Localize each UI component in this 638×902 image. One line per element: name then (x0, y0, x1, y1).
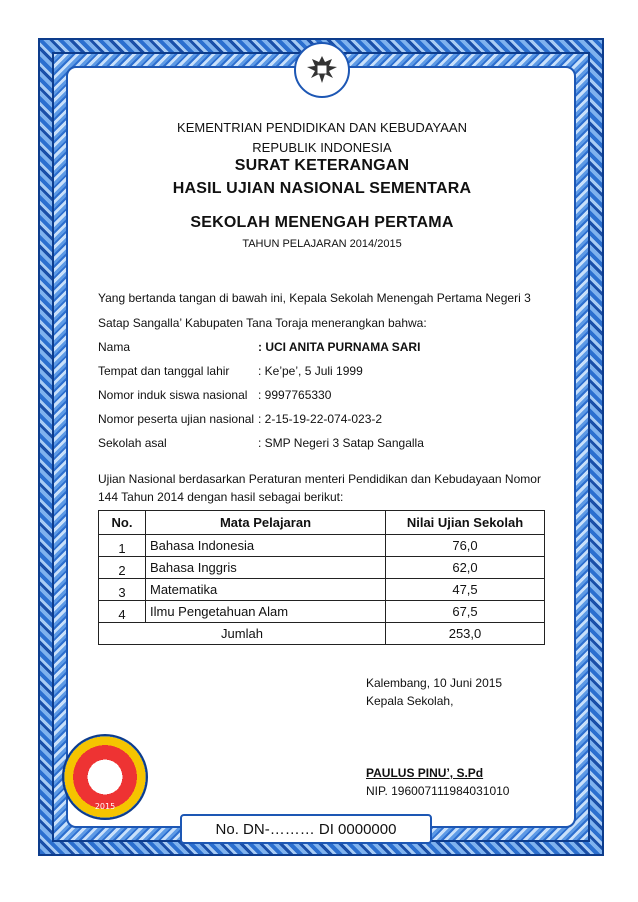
academic-year: TAHUN PELAJARAN 2014/2015 (242, 238, 402, 250)
school-level: SEKOLAH MENENGAH PERTAMA (190, 214, 454, 231)
document-title: SURAT KETERANGAN (234, 157, 410, 174)
table-row (99, 557, 545, 579)
header-score: Nilai Ujian Sekolah (386, 511, 545, 535)
student-label: Sekolah asal (98, 436, 167, 450)
total-value: 253,0 (386, 623, 545, 645)
student-value: : Ke’pe’, 5 Juli 1999 (258, 364, 363, 378)
student-label: Nomor induk siswa nasional (98, 388, 248, 402)
table-row (99, 535, 545, 557)
seal-year: 2015 (94, 802, 116, 811)
student-row-nisn (98, 388, 546, 406)
row-score: 47,5 (386, 579, 545, 601)
student-value: : 9997765330 (258, 388, 332, 402)
row-no: 4 (99, 601, 146, 623)
student-label: Tempat dan tanggal lahir (98, 364, 230, 378)
signatory-name: PAULUS PINU’, S.Pd (366, 766, 484, 780)
table-header-row (99, 511, 545, 535)
row-no: 3 (99, 579, 146, 601)
school-seal-icon (62, 734, 148, 820)
table-row (99, 579, 545, 601)
student-label: Nomor peserta ujian nasional (98, 412, 255, 426)
student-row-birth (98, 364, 546, 382)
row-no: 2 (99, 557, 146, 579)
ministry-line-1: KEMENTRIAN PENDIDIKAN DAN KEBUDAYAAN (177, 120, 467, 135)
header-no: No. (99, 511, 146, 535)
row-subject: Matematika (146, 579, 386, 601)
document-subtitle: HASIL UJIAN NASIONAL SEMENTARA (172, 180, 472, 197)
student-label: Nama (98, 340, 131, 354)
row-score: 67,5 (386, 601, 545, 623)
ministry-line-2: REPUBLIK INDONESIA (252, 140, 392, 155)
row-subject: Bahasa Inggris (146, 557, 386, 579)
place-date: Kalembang, 10 Juni 2015 (366, 676, 503, 690)
row-subject: Ilmu Pengetahuan Alam (146, 601, 386, 623)
student-row-exam-number (98, 412, 546, 430)
student-value: : UCI ANITA PURNAMA SARI (258, 340, 421, 354)
grades-table (98, 510, 545, 645)
table-row (99, 601, 545, 623)
exam-text-line-2: 144 Tahun 2014 dengan hasil sebagai berikut: (98, 490, 344, 504)
garuda-emblem-icon (294, 42, 350, 98)
header-subject: Mata Pelajaran (146, 511, 386, 535)
student-row-school (98, 436, 546, 454)
table-total-row (99, 623, 545, 645)
row-subject: Bahasa Indonesia (146, 535, 386, 557)
exam-text-line-1: Ujian Nasional berdasarkan Peraturan menteri Pendidikan dan Kebudayaan Nomor (98, 472, 541, 486)
student-row-name (98, 340, 546, 358)
row-score: 62,0 (386, 557, 545, 579)
document-number: No. DN-……… DI 0000000 (180, 814, 432, 844)
signatory-nip: NIP. 196007111984031010 (366, 784, 510, 798)
signatory-position: Kepala Sekolah, (366, 694, 454, 708)
student-value: : 2-15-19-22-074-023-2 (258, 412, 383, 426)
intro-line-1: Yang bertanda tangan di bawah ini, Kepala Sekolah Menengah Pertama Negeri 3 (98, 291, 531, 305)
intro-line-2: Satap Sangalla’ Kabupaten Tana Toraja menerangkan bahwa: (98, 316, 427, 330)
student-value: : SMP Negeri 3 Satap Sangalla (258, 436, 424, 450)
row-no: 1 (99, 535, 146, 557)
total-label: Jumlah (99, 623, 386, 645)
row-score: 76,0 (386, 535, 545, 557)
